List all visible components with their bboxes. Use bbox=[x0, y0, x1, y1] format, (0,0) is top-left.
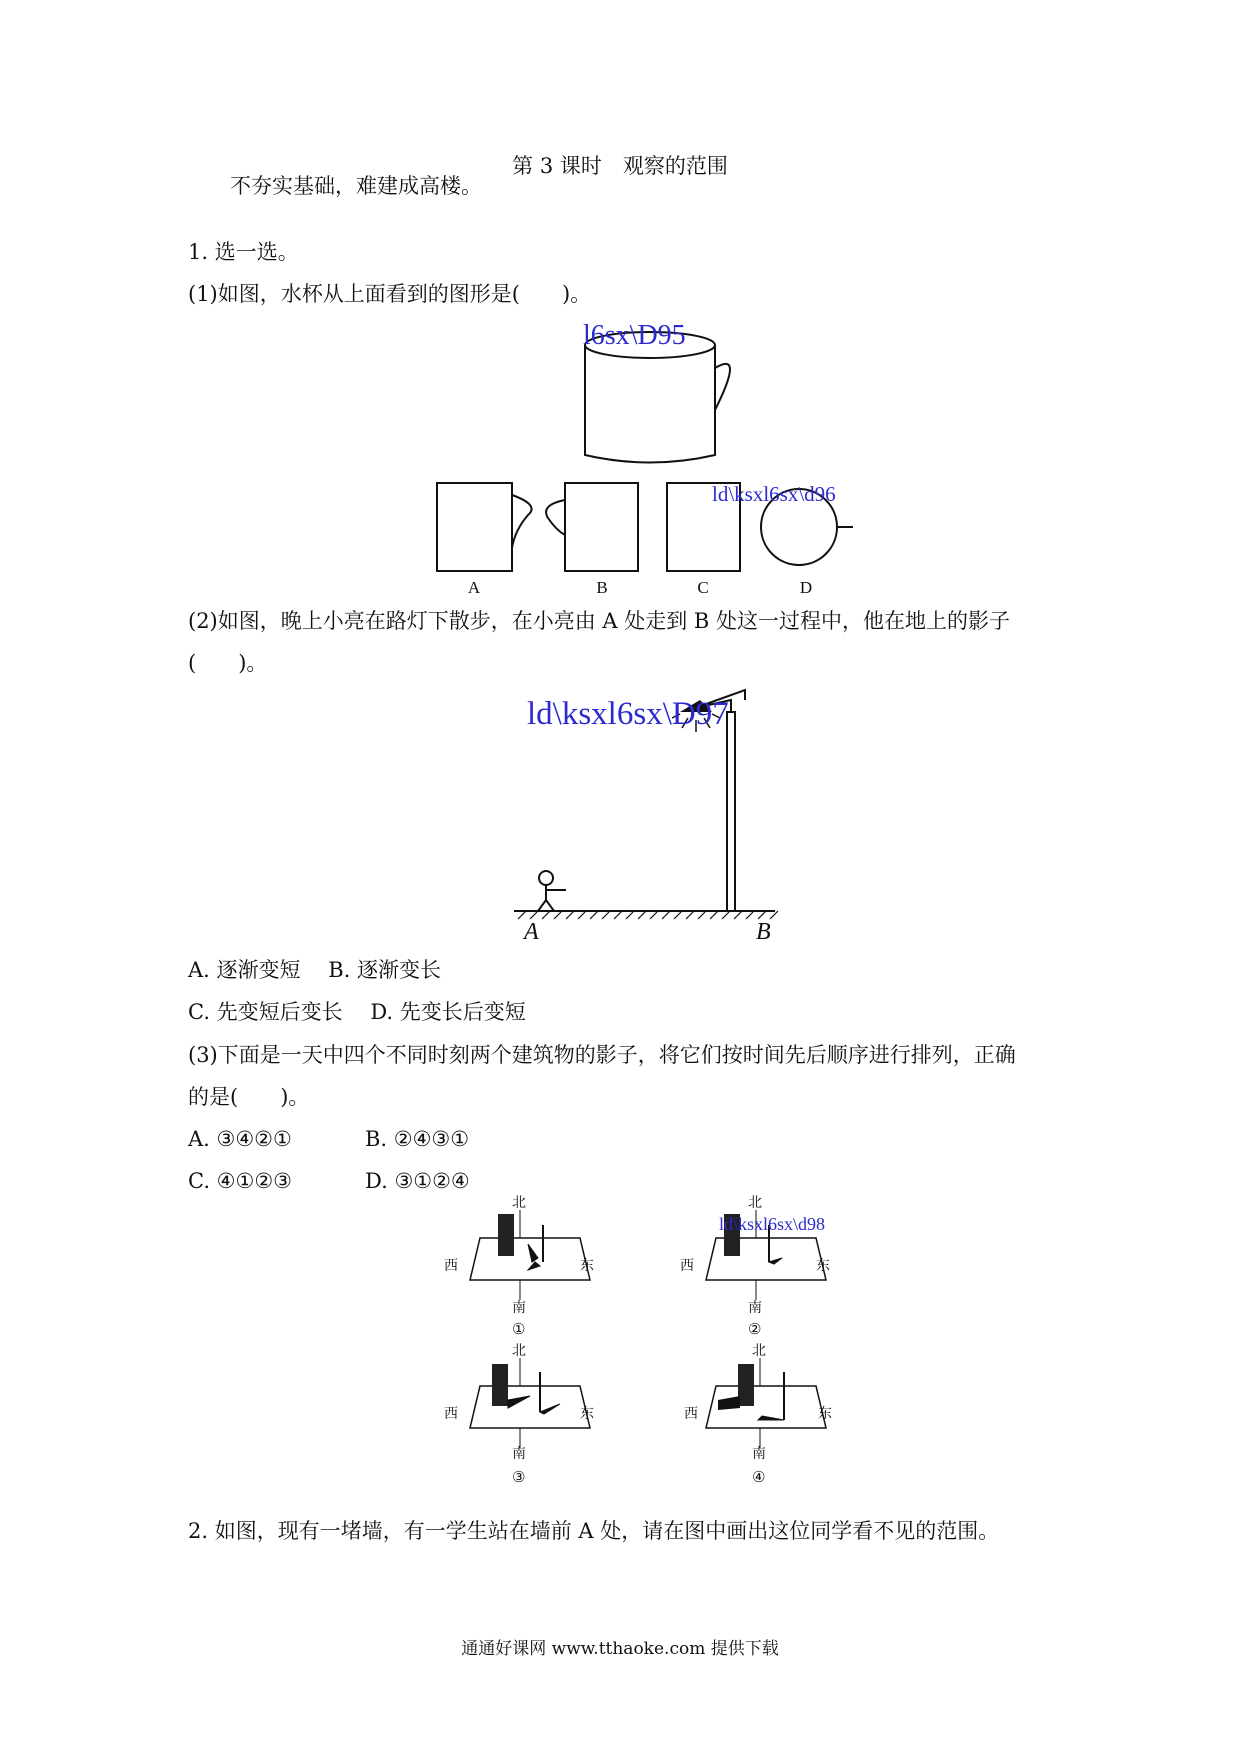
panel-1-label: ① bbox=[512, 1320, 526, 1338]
panel-2-north: 北 bbox=[748, 1195, 762, 1211]
option-a-handle bbox=[512, 495, 532, 548]
watermark-d97: ld\ksxl6sx\D97 bbox=[527, 696, 729, 732]
question-1-1-stem: (1)如图，水杯从上面看到的图形是( )。 bbox=[188, 282, 592, 306]
panel-3-west: 西 bbox=[444, 1406, 458, 1422]
panel-2-south: 南 bbox=[748, 1300, 762, 1316]
question-1-2-options-row1: A. 逐渐变短 B. 逐渐变长 bbox=[188, 958, 441, 982]
point-a-label: A bbox=[524, 919, 539, 945]
panel-3-label: ③ bbox=[512, 1468, 526, 1486]
option-a-label: A bbox=[467, 578, 481, 597]
option-d-label: D bbox=[799, 578, 813, 597]
panel-4-diagram bbox=[706, 1358, 826, 1448]
watermark-d96: ld\ksxl6sx\d96 bbox=[712, 482, 836, 506]
question-2-stem: 2. 如图，现有一堵墙，有一学生站在墙前 A 处，请在图中画出这位同学看不见的范围。 bbox=[188, 1519, 1000, 1543]
question-1-3-option-a: A. ③④②① bbox=[188, 1127, 292, 1151]
panel-2-west: 西 bbox=[680, 1258, 694, 1274]
panel-1-south: 南 bbox=[512, 1300, 526, 1316]
panel-1-west: 西 bbox=[444, 1258, 458, 1274]
lamp-post bbox=[727, 712, 735, 911]
panel-4-east: 东 bbox=[818, 1406, 832, 1422]
panel-2-east: 东 bbox=[816, 1258, 830, 1274]
panel-4-west: 西 bbox=[684, 1406, 698, 1422]
motto: 不夯实基础，难建成高楼。 bbox=[230, 174, 482, 198]
question-1-3-option-b: B. ②④③① bbox=[365, 1127, 470, 1151]
panel-3-east: 东 bbox=[580, 1406, 594, 1422]
page-footer: 通通好课网 www.tthaoke.com 提供下载 bbox=[461, 1639, 779, 1659]
option-c-label: C bbox=[697, 578, 709, 597]
panel-3-diagram bbox=[470, 1358, 590, 1448]
panel-4-label: ④ bbox=[752, 1468, 766, 1486]
panel-4-north: 北 bbox=[752, 1343, 766, 1359]
person-figure bbox=[538, 871, 566, 911]
question-1-2-options-row2: C. 先变短后变长 D. 先变长后变短 bbox=[188, 1000, 526, 1024]
cup-body bbox=[585, 345, 715, 463]
panel-2-label: ② bbox=[748, 1320, 762, 1338]
point-b-label: B bbox=[756, 919, 771, 945]
cup-handle bbox=[715, 364, 730, 410]
question-1-heading: 1. 选一选。 bbox=[188, 240, 299, 264]
watermark-d98: ld\ksxl6sx\d98 bbox=[719, 1214, 826, 1234]
panel-3-north: 北 bbox=[512, 1343, 526, 1359]
panel-3-south: 南 bbox=[512, 1446, 526, 1462]
question-1-2-stem-line2: ( )。 bbox=[188, 651, 268, 675]
watermark-d95: l6sx\D95 bbox=[583, 320, 686, 351]
question-1-3-option-c: C. ④①②③ bbox=[188, 1169, 292, 1193]
question-1-2-stem-line1: (2)如图，晚上小亮在路灯下散步，在小亮由 A 处走到 B 处这一过程中，他在地上的影子 bbox=[188, 609, 1011, 633]
page-title: 第 3 课时 观察的范围 bbox=[512, 154, 728, 178]
panel-1-east: 东 bbox=[580, 1258, 594, 1274]
question-1-3-option-d: D. ③①②④ bbox=[365, 1169, 470, 1193]
ground-hatch bbox=[518, 911, 778, 919]
question-1-3-stem-line1: (3)下面是一天中四个不同时刻两个建筑物的影子，将它们按时间先后顺序进行排列，正确 bbox=[188, 1043, 1016, 1067]
option-b-shape bbox=[565, 483, 638, 571]
option-b-handle bbox=[546, 500, 565, 535]
option-a-shape bbox=[437, 483, 512, 571]
panel-1-north: 北 bbox=[512, 1195, 526, 1211]
panel-4-south: 南 bbox=[752, 1446, 766, 1462]
option-b-label: B bbox=[596, 578, 608, 597]
panel-1-diagram bbox=[470, 1210, 590, 1300]
question-1-3-stem-line2: 的是( )。 bbox=[188, 1085, 310, 1109]
